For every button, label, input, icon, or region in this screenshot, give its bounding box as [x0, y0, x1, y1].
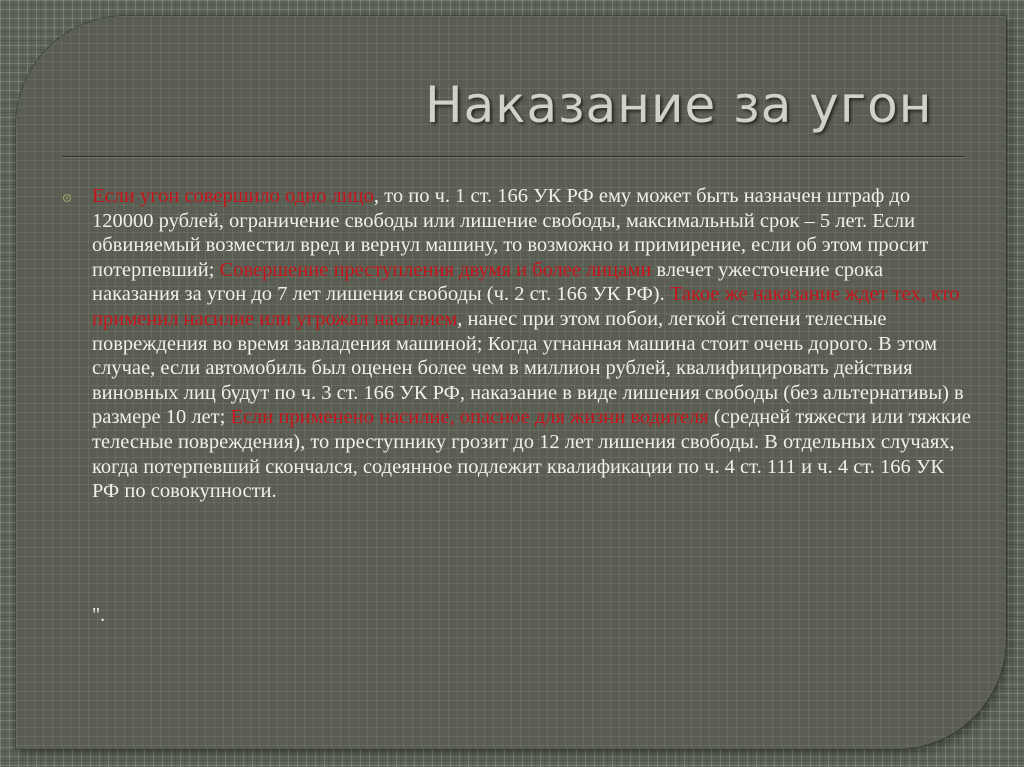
slide-title: Наказание за угон [425, 76, 933, 134]
text-segment-2: влечет ужесточение срока наказания за угон до 7 лет лишения свободы (ч. 2 ст. 166 УК РФ). [92, 258, 884, 306]
highlight-single-person: Если угон совершило одно лицо [92, 185, 374, 207]
trailing-mark: ". [92, 604, 106, 626]
text-segment-4: (средней тяжести или тяжкие телесные повреждения), то преступнику грозит до 12 лет лишения свободы. В отдельных случаях, когда потерпевший скончался, содеянное подлежит квалификации по ч. 4 ст. 111 и ч. 4 ст. 166 УК РФ по совокупности. [92, 406, 971, 503]
highlight-violence-threat: Такое же наказание ждет тех, кто применил насилие или угрожал насилием [92, 283, 960, 330]
title-divider [62, 156, 964, 158]
highlight-group-crime: Совершение преступления двумя и более лицами [219, 258, 652, 281]
highlight-life-danger: Если применено насилие, опасное для жизни водителя [230, 406, 709, 429]
slide-body-text [92, 184, 972, 504]
text-segment-1: , то по ч. 1 ст. 166 УК РФ ему может быть назначен штраф до 120000 рублей, ограничение свободы или лишение свободы, максимальный срок – 5 лет. Если обвиняемый возместил вред и вернул машину, то возможно и примирение, если об этом просит потерпевший; [92, 185, 929, 281]
bullet-circle-icon [63, 194, 71, 202]
text-segment-3: , нанес при этом побои, легкой степени телесные повреждения во время завладения машиной; Когда угнанная машина стоит очень дорого. В этом случае, если автомобиль был оценен более чем в миллион рублей, квалифицировать действия виновных лиц будут по ч. 3 ст. 166 УК РФ, наказание в виде лишения свободы (без альтернативы) в размере 10 лет; [92, 307, 964, 429]
